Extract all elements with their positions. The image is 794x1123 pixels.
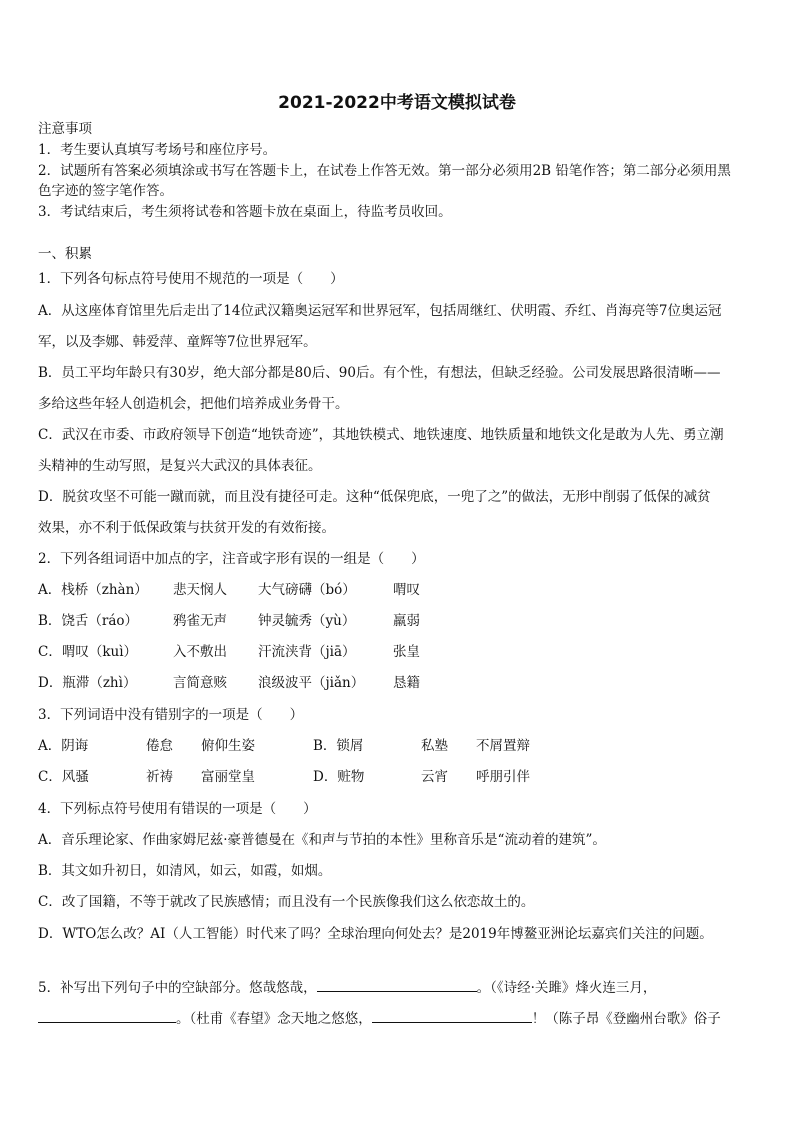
q3-cell: D．赃物 (313, 769, 365, 785)
notice-item: 色字迹的签字笔作答。 (38, 183, 173, 199)
q2-cell: 浪级波平（jiǎn） (258, 675, 365, 691)
q2-cell: D．瓶滞（zhì） (38, 675, 137, 691)
q3-cell: 祈祷 (146, 769, 173, 785)
notice-item: 1．考生要认真填写考场号和座位序号。 (38, 142, 277, 158)
question-1-stem: 1．下列各句标点符号使用不规范的一项是（ ） (38, 271, 344, 287)
q2-cell: 钟灵毓秀（yù） (258, 613, 356, 629)
q3-cell: 不屑置辩 (476, 738, 530, 754)
q2-cell: 悲天悯人 (173, 582, 227, 598)
exam-title: 2021-2022中考语文模拟试卷 (278, 93, 516, 113)
question-5-line (38, 1008, 756, 1028)
q1-option-line: 军，以及李娜、韩爱萍、童辉等7位世界冠军。 (38, 334, 317, 350)
notice-heading: 注意事项 (38, 121, 92, 137)
q5-text: 5．补写出下列句子中的空缺部分。悠哉悠哉， (38, 980, 317, 996)
q3-cell: 倦怠 (146, 738, 173, 754)
q2-cell: 鸦雀无声 (173, 613, 227, 629)
q1-option-line: A．从这座体育馆里先后走出了14位武汉籍奥运冠军和世界冠军，包括周继红、伏明霞、乔红、肖海亮等7位奥运冠 (38, 303, 722, 319)
q4-option-line: B．其文如升初日，如清风，如云，如霞，如烟。 (38, 863, 332, 879)
q2-cell: 喟叹 (393, 582, 420, 598)
q3-cell: A．阴诲 (38, 738, 89, 754)
q5-text: ！（陈子昂《登幽州台歌》俗子 (531, 1011, 721, 1027)
answer-blank[interactable] (38, 1008, 176, 1023)
section-heading: 一、积累 (38, 246, 92, 262)
q2-cell: A．栈桥（zhàn） (38, 582, 148, 598)
q2-cell: B．饶舌（ráo） (38, 613, 139, 629)
q3-cell: C．风骚 (38, 769, 89, 785)
q2-cell: 入不敷出 (173, 644, 227, 660)
q2-cell: 言简意赅 (173, 675, 227, 691)
q1-option-line: 效果，亦不利于低保政策与扶贫开发的有效衔接。 (38, 520, 335, 536)
q3-cell: 私塾 (421, 738, 448, 754)
answer-blank[interactable] (317, 977, 477, 992)
answer-blank[interactable] (372, 1008, 532, 1023)
q1-option-line: D．脱贫攻坚不可能一蹴而就，而且没有捷径可走。这种“低保兜底，一兜了之”的做法，无形中削弱了低保的减贫 (38, 489, 711, 505)
q1-option-line: 头精神的生动写照，是复兴大武汉的具体表征。 (38, 458, 322, 474)
q3-cell: 富丽堂皇 (201, 769, 255, 785)
q5-text: 。（杜甫《春望》念天地之悠悠， (176, 1011, 372, 1027)
q2-cell: C．喟叹（kuì） (38, 644, 138, 660)
notice-item: 3．考试结束后，考生须将试卷和答题卡放在桌面上，待监考员收回。 (38, 204, 452, 220)
q4-option-line: A．音乐理论家、作曲家姆尼兹·豪普德曼在《和声与节拍的本性》里称音乐是“流动着的建筑”。 (38, 832, 606, 848)
q1-option-line: 多给这些年轻人创造机会，把他们培养成业务骨干。 (38, 396, 349, 412)
q3-cell: B．锁屑 (313, 738, 364, 754)
question-2-stem: 2．下列各组词语中加点的字，注音或字形有误的一组是（ ） (38, 551, 425, 567)
question-3-stem: 3．下列词语中没有错别字的一项是（ ） (38, 707, 304, 723)
q3-cell: 俯仰生姿 (201, 738, 255, 754)
q4-option-line: D．WTO怎么改？AI（人工智能）时代来了吗？全球治理向何处去？是2019年博鳌亚洲论坛嘉宾们关注的问题。 (38, 926, 713, 942)
q2-cell: 恳籍 (393, 675, 420, 691)
q1-option-line: C．武汉在市委、市政府领导下创造“地铁奇迹”，其地铁模式、地铁速度、地铁质量和地铁文化是敢为人先、勇立潮 (38, 427, 724, 443)
q5-text: 。（《诗经·关雎》烽火连三月， (476, 980, 657, 996)
q1-option-line: B．员工平均年龄只有30岁，绝大部分都是80后、90后。有个性，有想法，但缺乏经验。公司发展思路很清晰—— (38, 365, 721, 381)
q2-cell: 汗流浃背（jiā） (258, 644, 356, 660)
q2-cell: 张皇 (393, 644, 420, 660)
question-4-stem: 4．下列标点符号使用有错误的一项是（ ） (38, 801, 317, 817)
q4-option-line: C．改了国籍，不等于就改了民族感情；而且没有一个民族像我们这么依恋故土的。 (38, 894, 535, 910)
q3-cell: 呼朋引伴 (476, 769, 530, 785)
q3-cell: 云宵 (421, 769, 448, 785)
q2-cell: 羸弱 (393, 613, 420, 629)
question-5-line (38, 977, 756, 997)
notice-item: 2．试题所有答案必须填涂或书写在答题卡上，在试卷上作答无效。第一部分必须用2B 铅笔作答；第二部分必须用黑 (38, 163, 731, 179)
q2-cell: 大气磅礴（bó） (258, 582, 356, 598)
